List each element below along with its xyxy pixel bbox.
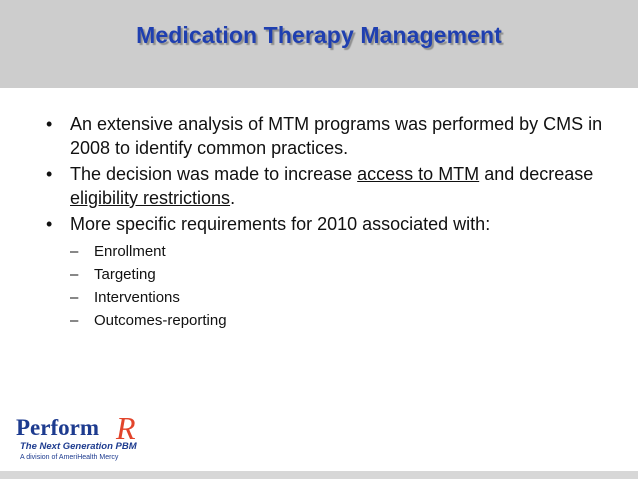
performrx-logo	[16, 410, 166, 468]
sub-bullet-enrollment: – Enrollment	[70, 240, 606, 263]
footer-bar	[0, 471, 638, 479]
sub-bullet-interventions: – Interventions	[70, 286, 606, 309]
sub-bullet-list	[70, 240, 606, 332]
bullet-text: More specific requirements for 2010 associated with:	[70, 214, 491, 234]
bullet-item	[46, 112, 606, 160]
bullet-text: An extensive analysis of MTM programs was performed by CMS in 2008 to identify common practices.	[70, 114, 603, 158]
bullet-text-part: .	[230, 188, 236, 208]
logo-r-glyph: R	[116, 410, 136, 446]
bullet-text-part: The decision was made to increase	[70, 164, 358, 184]
title-banner	[0, 0, 638, 88]
logo-tagline: The Next Generation PBM	[20, 441, 137, 452]
logo-brand-text: Perform	[16, 415, 99, 440]
eligibility-restrictions-link[interactable]: eligibility restrictions	[70, 188, 231, 208]
bullet-list	[46, 112, 606, 334]
sub-bullet-targeting: – Targeting	[70, 263, 606, 286]
bullet-text-part: and decrease	[479, 164, 594, 184]
bullet-item	[46, 162, 606, 210]
access-to-mtm-link[interactable]: access to MTM	[357, 164, 480, 184]
slide-title: Medication Therapy Management	[136, 22, 502, 48]
sub-bullet-outcomes-reporting: – Outcomes-reporting	[70, 309, 606, 332]
logo-subline: A division of AmeriHealth Mercy	[20, 454, 119, 461]
bullet-item	[46, 212, 606, 332]
